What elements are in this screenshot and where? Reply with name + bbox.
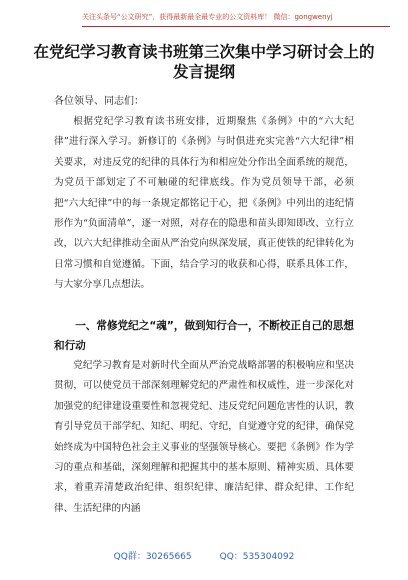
- section-heading-1: 一、常修党纪之“魂”，做到知行合一，不断校正自己的思想和行动: [54, 320, 354, 352]
- header-promo-banner: 关注头条号“公文研究”，获得最新最全最专业的公文资料库！ 微信：gongwenyj: [82, 11, 390, 27]
- document-title: 在党纪学习教育读书班第三次集中学习研讨会上的发言提纲: [33, 42, 375, 81]
- body-paragraph-1: 根据党纪学习教育读书班安排，近期聚焦《条例》中的“六大纪律”进行深入学习。新修订的《条例》与时俱进充实完善“六大纪律”相关要求，对违反党的纪律的具体行为和相应处分作出全面系统的规范，为党员干部划定了不可触碰的纪律底线。作为党员领导干部，必须把“六大纪律”中的每一条规定都铭记于心，把《条例》中列出的违纪情形作为“负面清单”，逐一对照，对存在的隐患和苗头即知即改、立行立改，以六大纪律推动全面从严治党向纵深发展，真正使铁的纪律转化为日常习惯和自觉遵循。下面，结合学习的收获和心得，联系具体工作，与大家分享几点想法。: [54, 116, 354, 291]
- footer-contact: [0, 548, 408, 566]
- footer-qq-group-1: QQ群：30265665: [113, 552, 192, 562]
- footer-qq-group-2: QQ：535304092: [219, 552, 295, 562]
- salutation: 各位领导、同志们：: [54, 96, 144, 107]
- body-paragraph-2: 党纪学习教育是对新时代全面从严治党战略部署的积极响应和坚决贯彻，可以使党员干部深刻理解党纪的严肃性和权威性，进一步深化对加强党的纪律建设重要性和忽视党纪、违反党纪问题危害性的认识，教育引导党员干部学纪、知纪、明纪、守纪，自觉遵守党的纪律，确保党始终成为中国特色社会主义事业的坚强领导核心。要把《条例》作为学习的重点和基础，深刻理解和把握其中的基本原则、精神实质、具体要求，着重弄清楚政治纪律、组织纪律、廉洁纪律、群众纪律、工作纪律、生活纪律的内涵: [54, 360, 354, 514]
